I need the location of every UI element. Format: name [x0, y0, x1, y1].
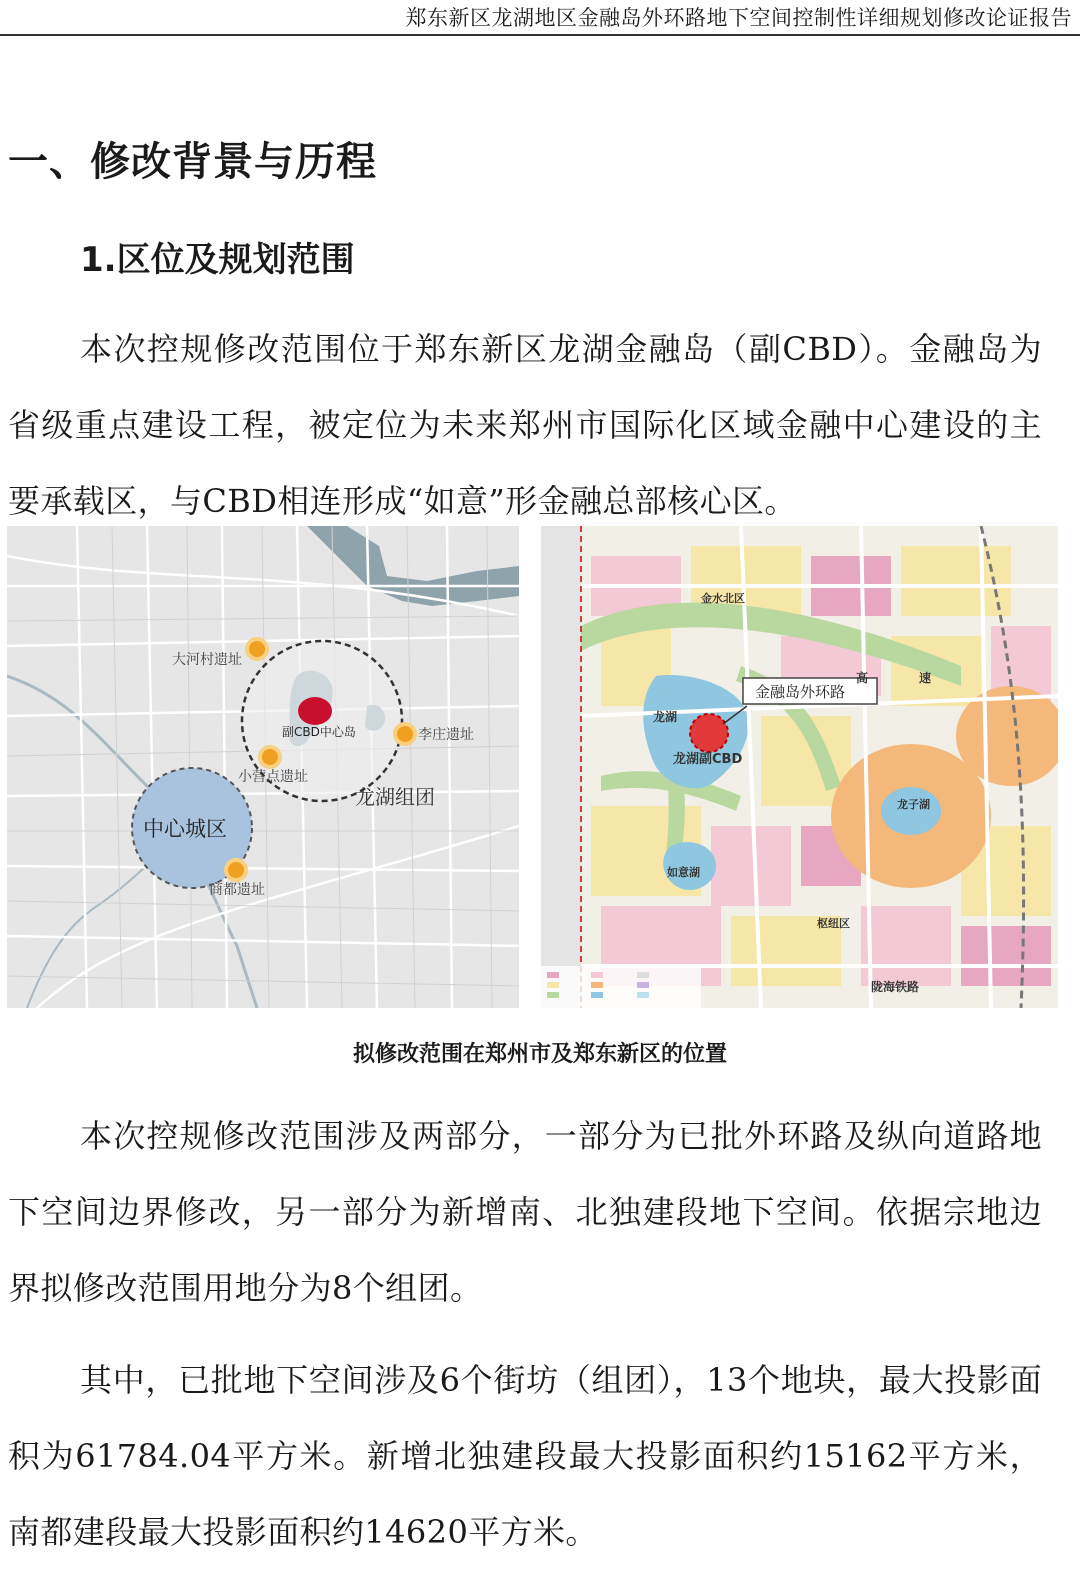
label-longhu-cbd: 龙湖副CBD	[673, 752, 743, 767]
report-title: 郑东新区龙湖地区金融岛外环路地下空间控制性详细规划修改论证报告	[405, 6, 1072, 30]
paragraph-location: 本次控规修改范围位于郑东新区龙湖金融岛（副CBD）。金融岛为省级重点建设工程，被定位为未来郑州市国际化区域金融中心建设的主要承载区，与CBD相连形成“如意”形金融总部核心区。	[8, 330, 1042, 520]
label-railway: 陇海铁路	[871, 980, 920, 994]
paragraph-scope: 本次控规修改范围涉及两部分，一部分为已批外环路及纵向道路地下空间边界修改，另一部分为新增南、北独建段地下空间。依据宗地边界拟修改范围用地分为8个组团。	[8, 1117, 1042, 1307]
zhengdong-landuse-map	[541, 526, 1058, 1008]
callout-outer-ring-road: 金融岛外环路	[755, 683, 846, 701]
label-jinshui-north: 金水北区	[701, 592, 745, 605]
label-longhu-group: 龙湖组团	[355, 785, 435, 809]
label-longhu: 龙湖	[653, 710, 678, 724]
label-cbd-island: 副CBD中心岛	[282, 725, 356, 739]
label-gaosu-2: 速	[919, 671, 932, 685]
paragraph-area: 其中，已批地下空间涉及6个街坊（组团），13个地块，最大投影面积为61784.04平方米。新增北独建段最大投影面积约15162平方米，南都建段最大投影面积约14620平方米。	[8, 1361, 1042, 1551]
label-xiaoshuangdian: 小营点遗址	[238, 769, 308, 785]
label-longzihu: 龙子湖	[897, 798, 930, 811]
label-lizhuang: 李庄遗址	[418, 727, 474, 743]
label-gaosu: 高	[856, 671, 869, 685]
label-hub-area: 枢纽区	[817, 917, 850, 930]
label-central-city: 中心城区	[143, 817, 227, 841]
page-header	[0, 0, 1080, 36]
section-heading: 一、修改背景与历程	[8, 139, 377, 185]
label-ruyihu: 如意湖	[667, 866, 700, 879]
subsection-heading: 1.区位及规划范围	[80, 240, 355, 280]
zhengzhou-location-map	[7, 526, 519, 1008]
label-shangdu: 商都遗址	[209, 882, 265, 898]
label-dahecun: 大河村遗址	[172, 652, 242, 668]
figure-caption: 拟修改范围在郑州市及郑东新区的位置	[352, 1042, 727, 1067]
